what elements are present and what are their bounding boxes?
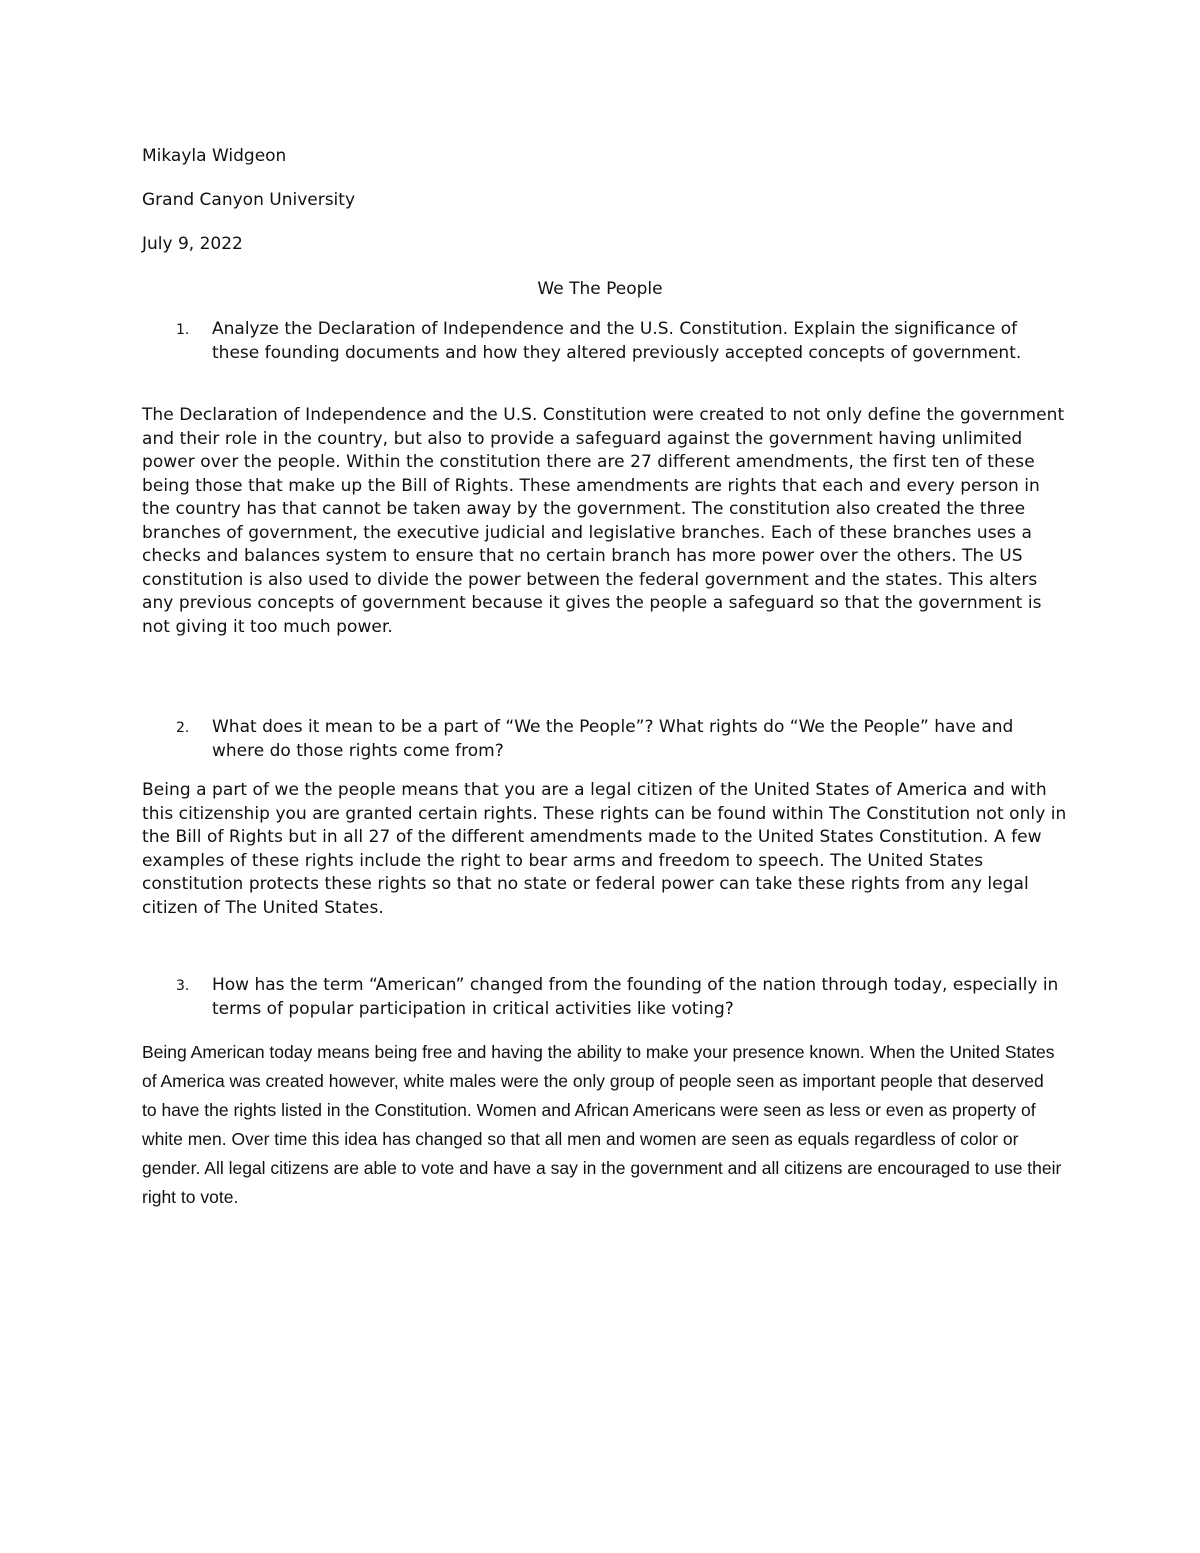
- school-name: Grand Canyon University: [142, 190, 356, 210]
- question-1: [142, 318, 1062, 365]
- question-number: 2.: [176, 720, 190, 736]
- document-date: July 9, 2022: [142, 234, 243, 254]
- question-number: 1.: [176, 322, 190, 338]
- answer-1: The Declaration of Independence and the U.S. Constitution were created to not only define the government and their role in the country, but also to provide a safeguard against the government having unlimited power over the people. Within the constitution there are 27 different amendments, the first ten of these being those that make up the Bill of Rights. These amendments are rights that each and every person in the country has that cannot be taken away by the government. The constitution also created the three branches of government, the executive judicial and legislative branches. Each of these branches uses a checks and balances system to ensure that no certain branch has more power over the others. The US constitution is also used to divide the power between the federal government and the states. This alters any previous concepts of government because it gives the people a safeguard so that the government is not giving it too much power.: [142, 405, 1065, 637]
- question-3: [142, 974, 1062, 1021]
- question-text: How has the term “American” changed from the founding of the nation through today, especially in terms of popular participation in critical activities like voting?: [212, 975, 1059, 1019]
- question-text: What does it mean to be a part of “We the People”? What rights do “We the People” have and where do those rights come from?: [212, 717, 1014, 761]
- question-2: [142, 716, 1062, 763]
- question-text: Analyze the Declaration of Independence and the U.S. Constitution. Explain the significance of these founding documents and how they altered previously accepted concepts of government.: [212, 319, 1022, 363]
- answer-3: Being American today means being free and having the ability to make your presence known. When the United States of America was created however, white males were the only group of people seen as important people that deserved to have the rights listed in the Constitution. Women and African Americans were seen as less or even as property of white men. Over time this idea has changed so that all men and women are seen as equals regardless of color or gender. All legal citizens are able to vote and have a say in the government and all citizens are encouraged to use their right to vote.: [142, 1042, 1062, 1207]
- document-title: We The People: [537, 279, 663, 299]
- question-number: 3.: [176, 978, 190, 994]
- answer-2: Being a part of we the people means that you are a legal citizen of the United States of America and with this citizenship you are granted certain rights. These rights can be found within The Constitution not only in the Bill of Rights but in all 27 of the different amendments made to the United States Constitution. A few examples of these rights include the right to bear arms and freedom to speech. The United States constitution protects these rights so that no state or federal power can take these rights from any legal citizen of The United States.: [142, 780, 1067, 918]
- author-name: Mikayla Widgeon: [142, 146, 287, 166]
